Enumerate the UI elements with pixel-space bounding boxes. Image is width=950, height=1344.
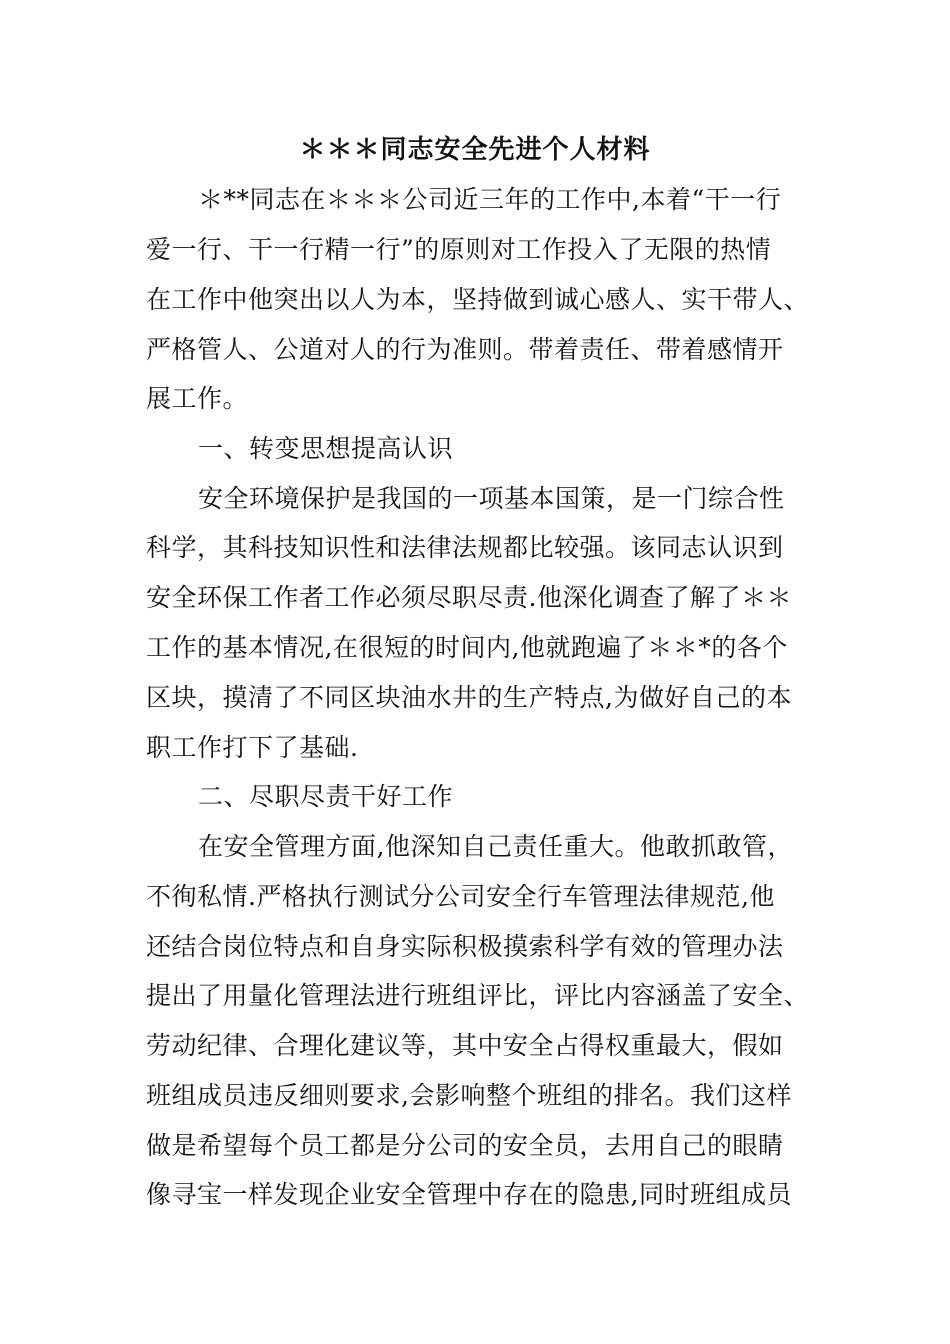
section-heading: 二、尽职尽责干好工作 — [198, 782, 454, 811]
paragraph-line: 不徇私情.严格执行测试分公司安全行车管理法律规范,他 — [146, 882, 775, 911]
paragraph-line: 做是希望每个员工都是分公司的安全员，去用自己的眼睛 — [146, 1131, 784, 1160]
paragraph-line: 班组成员违反细则要求,会影响整个班组的排名。我们这样 — [146, 1081, 792, 1110]
paragraph-line: 区块，摸清了不同区块油水井的生产特点,为做好自己的本 — [146, 683, 792, 712]
paragraph-line: 在安全管理方面,他深知自己责任重大。他敢抓敢管， — [198, 832, 793, 861]
paragraph-line: 爱一行、干一行精一行”的原则对工作投入了无限的热情 — [146, 235, 772, 264]
paragraph-line: 严格管人、公道对人的行为准则。带着责任、带着感情开 — [146, 335, 784, 364]
paragraph-line: 劳动纪律、合理化建议等，其中安全占得权重最大，假如 — [146, 1031, 784, 1060]
paragraph-line: 科学，其科技知识性和法律法规都比较强。该同志认识到 — [146, 533, 784, 562]
paragraph-line: ＊**同志在＊＊＊公司近三年的工作中,本着“干一行 — [198, 185, 782, 214]
paragraph-line: 展工作。 — [146, 384, 249, 413]
paragraph-line: 安全环境保护是我国的一项基本国策，是一门综合性 — [198, 484, 785, 513]
paragraph-line: 像寻宝一样发现企业安全管理中存在的隐患,同时班组成员 — [146, 1180, 792, 1209]
paragraph-line: 提出了用量化管理法进行班组评比，评比内容涵盖了安全、 — [146, 981, 810, 1010]
paragraph-line: 在工作中他突出以人为本，坚持做到诚心感人、实干带人、 — [146, 285, 810, 314]
paragraph-line: 工作的基本情况,在很短的时间内,他就跑遍了＊＊*的各个 — [146, 633, 788, 662]
paragraph-line: 还结合岗位特点和自身实际积极摸索科学有效的管理办法 — [146, 932, 784, 961]
section-heading: 一、转变思想提高认识 — [198, 434, 454, 463]
document-title: ＊＊＊同志安全先进个人材料 — [299, 135, 651, 165]
paragraph-line: 安全环保工作者工作必须尽职尽责.他深化调查了解了＊＊ — [146, 583, 792, 612]
paragraph-line: 职工作打下了基础. — [146, 733, 359, 762]
